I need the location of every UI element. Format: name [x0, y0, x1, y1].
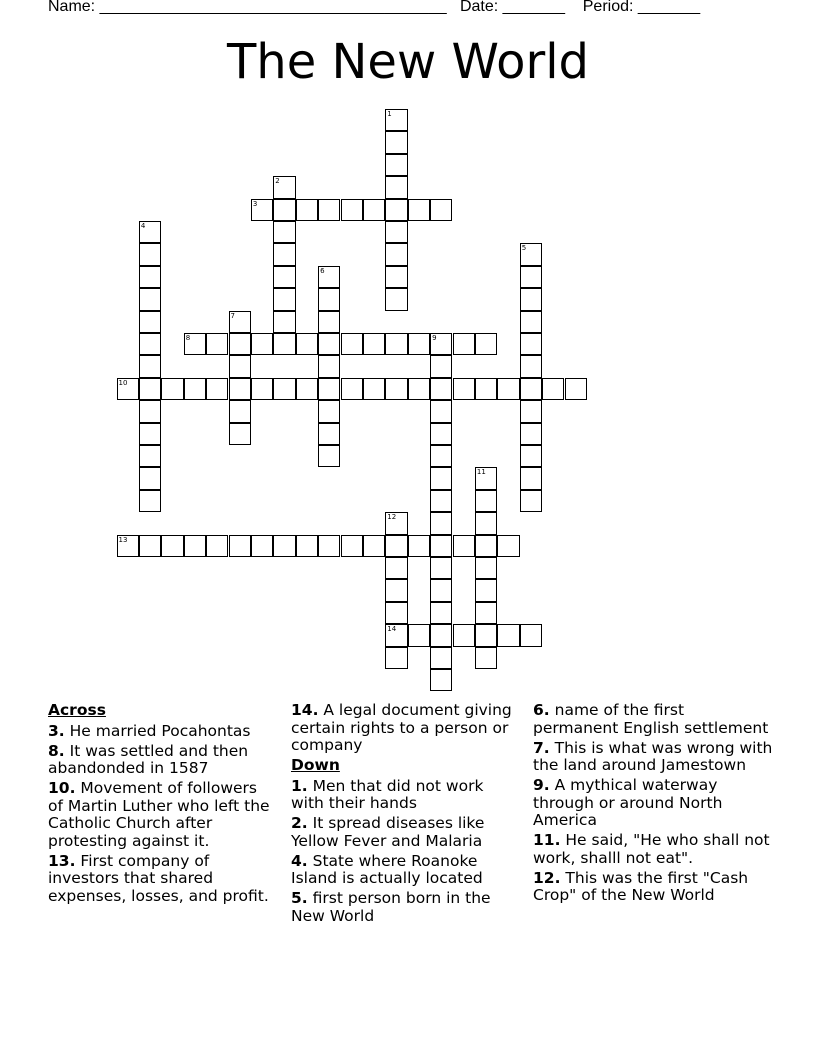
period-blank[interactable]: _______ [637, 0, 701, 15]
clue-down-4: 4. State where Roanoke Island is actually located [291, 851, 483, 887]
grid-cell[interactable] [363, 535, 385, 557]
grid-cell[interactable] [385, 176, 407, 198]
grid-cell[interactable] [385, 535, 407, 557]
clue-down-2: 2. It spread diseases like Yellow Fever and Malaria [291, 814, 485, 850]
grid-cell[interactable] [363, 199, 385, 221]
grid-cell[interactable] [408, 535, 430, 557]
grid-cell[interactable] [430, 669, 452, 691]
grid-cell[interactable] [520, 333, 542, 355]
grid-cell[interactable] [520, 311, 542, 333]
grid-clue-number: 4 [140, 222, 146, 230]
grid-cell[interactable] [385, 557, 407, 579]
grid-cell[interactable] [206, 378, 228, 400]
grid-cell[interactable] [273, 535, 295, 557]
grid-cell[interactable] [430, 512, 452, 534]
grid-cell[interactable] [430, 647, 452, 669]
grid-cell[interactable] [408, 378, 430, 400]
grid-cell[interactable] [430, 579, 452, 601]
grid-cell[interactable] [475, 378, 497, 400]
grid-cell[interactable] [475, 579, 497, 601]
grid-clue-number: 2 [275, 177, 280, 186]
grid-cell[interactable] [385, 602, 407, 624]
grid-cell[interactable] [520, 266, 542, 288]
grid-cell[interactable] [161, 378, 183, 400]
grid-cell[interactable] [385, 288, 407, 310]
grid-cell[interactable] [251, 378, 273, 400]
clue-down-12: 12. This was the first "Cash Crop" of the New World [533, 868, 749, 904]
clue-across-10: 10. Movement of followers of Martin Luther who left the Catholic Church after protesting against it. [48, 779, 270, 850]
clue-down-11: 11. He said, "He who shall not work, shalll not eat". [533, 831, 770, 867]
clue-column-3 [533, 702, 773, 907]
grid-cell[interactable] [273, 221, 295, 243]
grid-cell[interactable] [453, 535, 475, 557]
grid-cell[interactable] [385, 378, 407, 400]
grid-cell[interactable] [139, 288, 161, 310]
grid-cell[interactable] [139, 467, 161, 489]
grid-cell[interactable] [251, 535, 273, 557]
grid-cell[interactable] [206, 535, 228, 557]
grid-cell[interactable] [385, 243, 407, 265]
grid-cell[interactable] [520, 288, 542, 310]
grid-cell[interactable] [430, 423, 452, 445]
grid-cell[interactable] [520, 423, 542, 445]
grid-cell[interactable] [206, 333, 228, 355]
grid-cell[interactable] [139, 311, 161, 333]
clue-across-8: 8. It was settled and then abandonded in 1587 [48, 741, 249, 777]
clue-column-1 [48, 702, 276, 908]
grid-cell[interactable] [475, 490, 497, 512]
grid-clue-number: 11 [476, 468, 486, 477]
grid-cell[interactable] [341, 199, 363, 221]
grid-cell[interactable] [139, 400, 161, 422]
grid-cell[interactable] [139, 333, 161, 355]
grid-clue-number: 9 [432, 334, 437, 342]
grid-cell[interactable] [385, 154, 407, 176]
grid-cell[interactable] [229, 355, 251, 377]
grid-cell[interactable] [475, 512, 497, 534]
grid-cell[interactable] [139, 535, 161, 557]
grid-cell[interactable] [229, 378, 251, 400]
grid-cell[interactable] [318, 378, 340, 400]
grid-cell[interactable] [184, 378, 206, 400]
grid-cell[interactable] [296, 333, 318, 355]
grid-cell[interactable] [139, 378, 161, 400]
name-label: Name: [48, 0, 96, 15]
grid-cell[interactable] [497, 378, 519, 400]
clue-down-7: 7. This is what was wrong with the land around Jamestown [533, 738, 773, 774]
grid-cell[interactable] [273, 266, 295, 288]
period-label: Period: [582, 0, 634, 15]
grid-cell[interactable] [430, 400, 452, 422]
grid-cell[interactable] [475, 602, 497, 624]
grid-clue-number: 14 [387, 625, 397, 634]
grid-cell[interactable] [296, 199, 318, 221]
grid-clue-number: 5 [521, 244, 527, 253]
grid-clue-number: 7 [230, 311, 235, 320]
grid-cell[interactable] [161, 535, 183, 557]
grid-cell[interactable] [453, 333, 475, 355]
grid-cell[interactable] [139, 243, 161, 265]
date-label: Date: [459, 0, 499, 15]
grid-cell[interactable] [430, 535, 452, 557]
grid-cell[interactable] [385, 579, 407, 601]
grid-cell[interactable] [520, 624, 542, 646]
grid-cell[interactable] [520, 400, 542, 422]
grid-cell[interactable] [497, 624, 519, 646]
grid-cell[interactable] [475, 647, 497, 669]
grid-cell[interactable] [229, 333, 251, 355]
grid-cell[interactable] [139, 423, 161, 445]
grid-cell[interactable] [341, 333, 363, 355]
grid-cell[interactable] [385, 266, 407, 288]
grid-cell[interactable] [385, 221, 407, 243]
grid-cell[interactable] [453, 624, 475, 646]
grid-cell[interactable] [318, 199, 340, 221]
grid-cell[interactable] [408, 333, 430, 355]
grid-cell[interactable] [430, 467, 452, 489]
grid-cell[interactable] [273, 378, 295, 400]
grid-cell[interactable] [385, 647, 407, 669]
across-heading: Across [48, 701, 106, 719]
date-blank[interactable]: _______ [502, 0, 565, 15]
grid-cell[interactable] [229, 535, 251, 557]
grid-cell[interactable] [520, 467, 542, 489]
clue-down-6: 6. name of the first permanent English settlement [533, 701, 769, 737]
grid-cell[interactable] [318, 333, 340, 355]
grid-cell[interactable] [273, 243, 295, 265]
grid-cell[interactable] [475, 333, 497, 355]
grid-clue-number: 12 [387, 513, 397, 522]
grid-cell[interactable] [453, 378, 475, 400]
grid-cell[interactable] [430, 624, 452, 646]
grid-cell[interactable] [542, 378, 564, 400]
grid-cell[interactable] [475, 535, 497, 557]
grid-cell[interactable] [139, 266, 161, 288]
grid-cell[interactable] [341, 535, 363, 557]
grid-cell[interactable] [184, 535, 206, 557]
grid-cell[interactable] [139, 445, 161, 467]
grid-cell[interactable] [318, 288, 340, 310]
grid-cell[interactable] [520, 378, 542, 400]
grid-cell[interactable] [296, 535, 318, 557]
grid-cell[interactable] [273, 288, 295, 310]
clue-down-9: 9. A mythical waterway through or around North America [533, 776, 723, 829]
grid-cell[interactable] [430, 199, 452, 221]
grid-clue-number: 10 [118, 378, 128, 387]
page-title: The New World [226, 34, 590, 90]
grid-cell[interactable] [251, 333, 273, 355]
grid-cell[interactable] [475, 624, 497, 646]
grid-cell[interactable] [430, 378, 452, 400]
grid-cell[interactable] [520, 445, 542, 467]
grid-cell[interactable] [139, 355, 161, 377]
grid-cell[interactable] [385, 199, 407, 221]
grid-cell[interactable] [229, 400, 251, 422]
grid-clue-number: 3 [252, 199, 258, 208]
grid-cell[interactable] [430, 490, 452, 512]
grid-cell[interactable] [318, 355, 340, 377]
down-heading: Down [291, 756, 340, 774]
clue-down-1: 1. Men that did not work with their hands [291, 776, 484, 812]
clue-across-13: 13. First company of investors that shared expenses, losses, and profit. [48, 851, 269, 905]
grid-cell[interactable] [296, 378, 318, 400]
grid-cell[interactable] [408, 624, 430, 646]
grid-cell[interactable] [318, 423, 340, 445]
grid-cell[interactable] [273, 311, 295, 333]
grid-cell[interactable] [229, 423, 251, 445]
clue-column-2 [291, 702, 519, 928]
grid-clue-number: 6 [320, 266, 325, 275]
grid-cell[interactable] [318, 445, 340, 467]
grid-cell[interactable] [520, 355, 542, 377]
grid-cell[interactable] [565, 378, 587, 400]
grid-cell[interactable] [385, 131, 407, 153]
clue-across-14: 14. A legal document giving certain rights to a person or company [291, 701, 512, 754]
grid-cell[interactable] [430, 602, 452, 624]
grid-clue-number: 13 [118, 535, 128, 544]
grid-cell[interactable] [363, 378, 385, 400]
grid-clue-number: 8 [185, 334, 191, 342]
grid-cell[interactable] [273, 333, 295, 355]
grid-clue-number: 1 [387, 110, 392, 118]
grid-cell[interactable] [430, 355, 452, 377]
grid-cell[interactable] [385, 333, 407, 355]
grid-cell[interactable] [475, 557, 497, 579]
grid-cell[interactable] [430, 557, 452, 579]
grid-cell[interactable] [318, 400, 340, 422]
grid-cell[interactable] [363, 333, 385, 355]
grid-cell[interactable] [497, 535, 519, 557]
name-blank[interactable]: _______________________________________ [99, 0, 447, 15]
grid-cell[interactable] [408, 199, 430, 221]
grid-cell[interactable] [318, 311, 340, 333]
grid-cell[interactable] [341, 378, 363, 400]
grid-cell[interactable] [139, 490, 161, 512]
clue-down-5: 5. first person born in the New World [291, 889, 491, 925]
grid-cell[interactable] [520, 490, 542, 512]
grid-cell[interactable] [430, 445, 452, 467]
grid-cell[interactable] [273, 199, 295, 221]
clue-across-3: 3. He married Pocahontas [48, 721, 251, 740]
grid-cell[interactable] [318, 535, 340, 557]
